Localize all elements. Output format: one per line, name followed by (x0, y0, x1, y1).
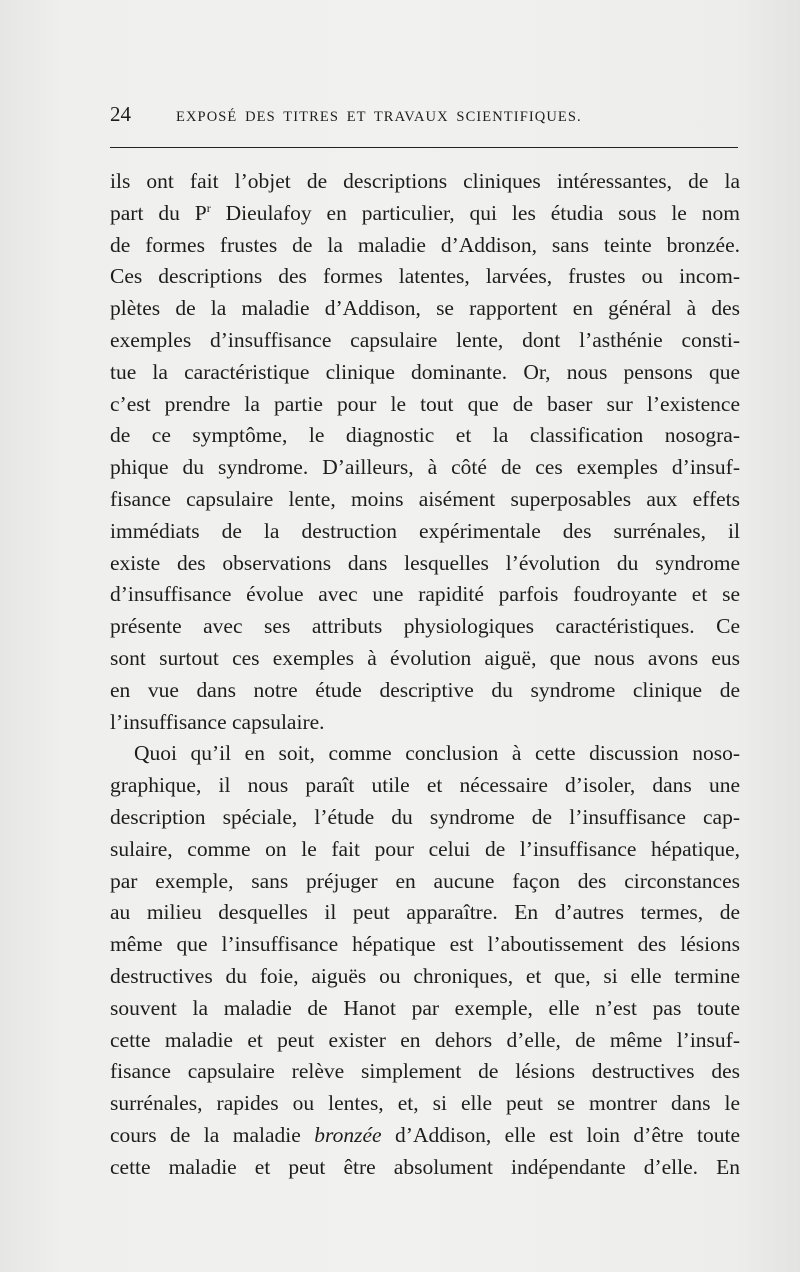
text-line: par exemple, sans préjuger en aucune façon des circonstances (110, 868, 740, 893)
text-line: plètes de la maladie d’Addison, se rapportent en général à des (110, 296, 740, 321)
text-line: immédiats de la destruction expérimentale des surrénales, il (110, 518, 740, 543)
italic-word: bronzée (314, 1122, 382, 1147)
text-line: graphique, il nous paraît utile et nécessaire d’isoler, dans une (110, 773, 740, 798)
text-line: cette maladie et peut être absolument indépendante d’elle. En (110, 1154, 740, 1179)
text-line: au milieu desquelles il peut apparaître. En d’autres termes, de (110, 900, 740, 925)
text-line: sont surtout ces exemples à évolution aiguë, que nous avons eus (110, 645, 740, 670)
text-line: phique du syndrome. D’ailleurs, à côté de ces exemples d’insuf- (110, 455, 740, 480)
text-line: sulaire, comme on le fait pour celui de l’insuffisance hépatique, (110, 836, 740, 861)
text-line: l’insuffisance capsulaire. (110, 709, 325, 734)
superscript: r (206, 200, 211, 215)
text-line: de ce symptôme, le diagnostic et la classification nosogra- (110, 423, 740, 448)
running-header (110, 102, 740, 127)
text-line: souvent la maladie de Hanot par exemple, elle n’est pas toute (110, 995, 740, 1020)
text-line: cette maladie et peut exister en dehors d’elle, de même l’insuf- (110, 1027, 740, 1052)
header-rule (110, 147, 738, 148)
running-title: EXPOSÉ DES TITRES ET TRAVAUX SCIENTIFIQUES. (176, 109, 582, 125)
text-line: cours de la maladie bronzée d’Addison, elle est loin d’être toute (110, 1122, 740, 1147)
text-line: ils ont fait l’objet de descriptions cliniques intéressantes, de la (110, 169, 740, 193)
text-line: tue la caractéristique clinique dominante. Or, nous pensons que (110, 359, 740, 384)
text-line: en vue dans notre étude descriptive du syndrome clinique de (110, 677, 740, 702)
text-line: part du $P^r$ Dieulafoy en particulier, qui les étudia sous le nom (110, 200, 740, 225)
text-line: d’insuffisance évolue avec une rapidité parfois foudroyante et se (110, 582, 740, 607)
text-line: de formes frustes de la maladie d’Addison, sans teinte bronzée. (110, 232, 740, 257)
text-line: fisance capsulaire lente, moins aisément superposables aux effets (110, 486, 740, 511)
text-line: c’est prendre la partie pour le tout que de baser sur l’existence (110, 391, 740, 416)
text-line: présente avec ses attributs physiologiques caractéristiques. Ce (110, 614, 740, 639)
paragraph-start-line: Quoi qu’il en soit, comme conclusion à cette discussion noso- (134, 741, 740, 766)
text-line: même que l’insuffisance hépatique est l’aboutissement des lésions (110, 932, 740, 957)
page-number: 24 (110, 102, 131, 126)
text-line: description spéciale, l’étude du syndrome de l’insuffisance cap- (110, 804, 740, 829)
text-line: existe des observations dans lesquelles l’évolution du syndrome (110, 550, 740, 575)
text-line: exemples d’insuffisance capsulaire lente, dont l’asthénie consti- (110, 327, 740, 352)
text-line: fisance capsulaire relève simplement de lésions destructives des (110, 1059, 740, 1084)
text-line: Ces descriptions des formes latentes, larvées, frustes ou incom- (110, 264, 740, 289)
text-line: surrénales, rapides ou lentes, et, si elle peut se montrer dans le (110, 1091, 740, 1116)
body-text (110, 166, 740, 1184)
text-line: destructives du foie, aiguës ou chroniques, et que, si elle termine (110, 963, 740, 988)
